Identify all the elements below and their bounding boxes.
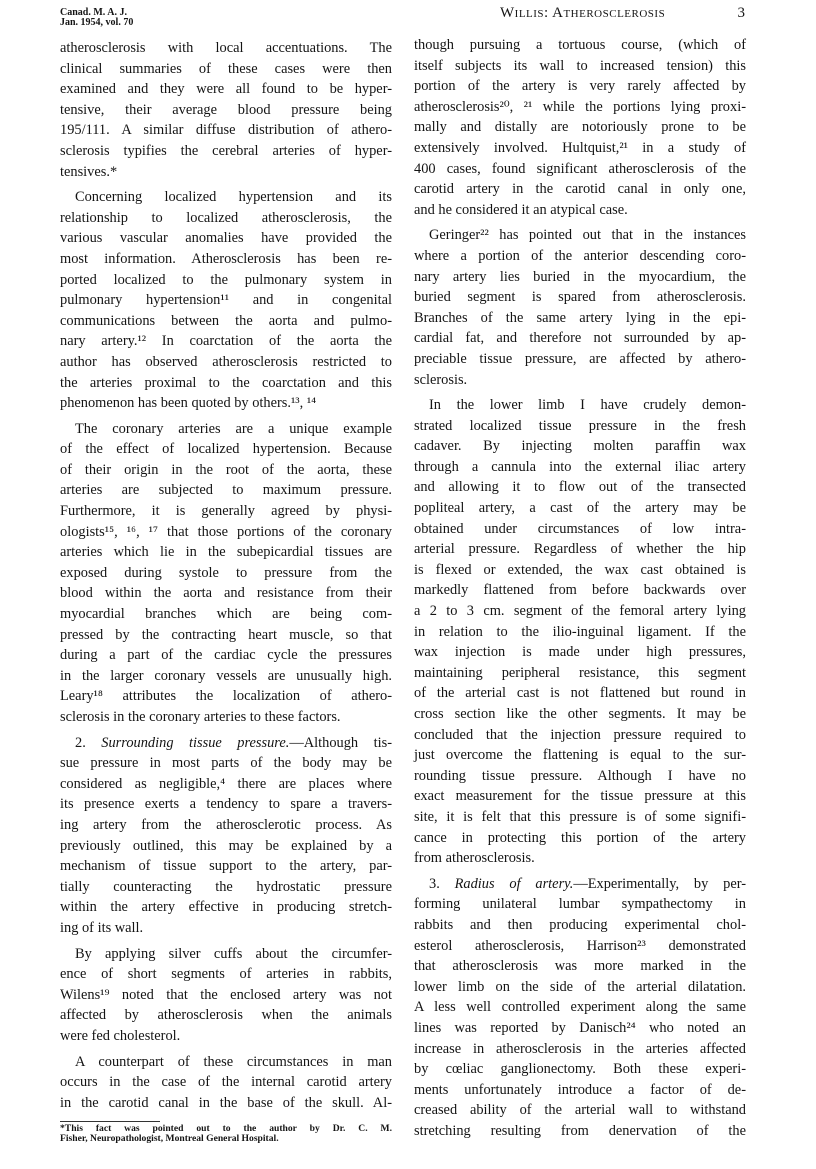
text-line: forming unilateral lumbar sympathectomy in (414, 896, 746, 913)
text-line: arteries are subjected to maximum pressure. (60, 482, 392, 499)
paragraph (60, 187, 392, 414)
text-line: previously outlined, this may be explained by a (60, 837, 392, 854)
footnote-line: Fisher, Neuropathologist, Montreal General Hospital. (60, 1133, 279, 1144)
text-line: during a part of the cardiac cycle the pressures (60, 647, 392, 664)
paragraph (60, 1052, 392, 1114)
text-line: strated localized tissue pressure in the fresh (414, 417, 746, 434)
text-line: arteries which lie in the subepicardial tissues are (60, 544, 392, 561)
text-line: occurs in the case of the internal carotid artery (60, 1074, 392, 1091)
text-line: The coronary arteries are a unique example (75, 420, 392, 437)
text-line: extensively involved. Hultquist,²¹ in a study of (414, 139, 746, 156)
text-line: ologists¹⁵, ¹⁶, ¹⁷ that those portions of the coronary (60, 523, 392, 540)
text-line: mechanism of tissue support to the artery, par- (60, 858, 392, 875)
text-line: 400 cases, found significant atherosclerosis of the (414, 160, 746, 177)
paragraph (414, 35, 746, 220)
text-line: just overcome the flattening is equal to the sur- (414, 747, 746, 764)
text-line: in relation to the ilio-inguinal ligament. If the (414, 623, 746, 640)
text-line: sclerosis. (414, 371, 468, 388)
text-line: examined and they were all found to be hyper- (60, 81, 392, 98)
text-line: that atherosclerosis was more marked in the (414, 958, 746, 975)
text-line: concluded that the injection pressure required to (414, 726, 746, 743)
text-line: atherosclerosis²⁰, ²¹ while the portions lying proxi- (414, 98, 746, 115)
text-line: of the arterial cast is not flattened but round in (414, 685, 746, 702)
text-line: cardial fat, and therefore not surrounded by ap- (414, 330, 746, 347)
text-line: A less well controlled experiment along the same (414, 999, 746, 1016)
text-line: obtained under circumstances of low intra- (414, 520, 746, 537)
text-line: ments unfortunately introduce a factor of de- (414, 1081, 746, 1098)
text-line: by cœliac ganglionectomy. Both these experi- (414, 1061, 746, 1078)
text-line: affected by atherosclerosis when the animals (60, 1007, 392, 1024)
text-line: Concerning localized hypertension and its (75, 189, 392, 206)
text-line: were fed cholesterol. (60, 1027, 181, 1044)
running-title: Willis: Atherosclerosis (500, 5, 666, 21)
paragraph (414, 225, 746, 390)
text-line: lower limb on the side of the arterial dilatation. (414, 978, 746, 995)
text-line: arterial pressure. Regardless of whether the hip (414, 541, 746, 558)
paragraph (60, 38, 392, 182)
paragraph (60, 944, 392, 1047)
text-line: considered as negligible,⁴ there are places where (60, 775, 392, 792)
text-line: from atherosclerosis. (414, 850, 535, 867)
text-line: tensives.* (60, 163, 118, 180)
text-line: myocardial branches which are being com- (60, 606, 392, 623)
text-line: nary artery.¹² In coarctation of the aorta the (60, 333, 392, 350)
text-line: exact measurement for the tissue pressure at this (414, 788, 746, 805)
footnote-line: *This fact was pointed out to the author by Dr. C. M. (60, 1123, 392, 1134)
text-line: A counterpart of these circumstances in man (75, 1053, 392, 1070)
text-line: buried segment is spared from atherosclerosis. (414, 289, 746, 306)
text-line: the arteries proximal to the coarctation and this (60, 374, 392, 391)
text-line: and he considered it an atypical case. (414, 201, 628, 218)
text-line: pulmonary hypertension¹¹ and in congenital (60, 292, 392, 309)
journal-name: Canad. M. A. J. (60, 7, 127, 18)
text-line: in the larger coronary vessels are unusually high. (60, 667, 392, 684)
section-number: 3. (429, 875, 455, 892)
text-line: lines was reported by Danisch²⁴ who noted an (414, 1019, 746, 1036)
text-line: tensive, their average blood pressure being (60, 101, 392, 118)
text-line: sclerosis typifies the cerebral arteries of hyper- (60, 142, 392, 159)
text-line: Wilens¹⁹ noted that the enclosed artery was not (60, 986, 392, 1003)
section-heading-line (60, 733, 392, 754)
text-line: Leary¹⁸ attributes the localization of athero- (60, 688, 392, 705)
heading-text: —Experimentally, by per- (573, 875, 747, 892)
text-line: exposed during systole to pressure from the (60, 564, 392, 581)
text-line: various vascular anomalies have provided the (60, 230, 392, 247)
section-number: 2. (75, 734, 102, 751)
right-column (414, 35, 746, 1146)
text-line: where a portion of the anterior descending coro- (414, 247, 746, 264)
running-header (500, 5, 745, 22)
text-line: is flexed or extended, the wax cast obtained is (414, 561, 746, 578)
text-line: ence of short segments of arteries in rabbits, (60, 966, 392, 983)
text-line: through a cannula into the external iliac artery (414, 458, 746, 475)
text-line: maintaining peripheral resistance, this segment (414, 664, 746, 681)
text-line: atherosclerosis with local accentuations. The (60, 40, 392, 56)
section-heading-line (414, 874, 746, 895)
text-line: nary artery lies buried in the myocardium, the (414, 268, 746, 285)
text-line: ing artery from the atherosclerotic process. As (60, 816, 392, 833)
text-line: of the effect of localized hypertension. Because (60, 441, 392, 458)
text-line: ported localized to the pulmonary system in (60, 271, 392, 288)
text-line: portion of the artery is very rarely affected by (414, 78, 746, 95)
text-line: esterol atherosclerosis, Harrison²³ demonstrated (414, 937, 746, 954)
text-line: tially counteracting the hydrostatic pressure (60, 878, 392, 895)
page-number: 3 (737, 5, 745, 21)
section-title: Radius of artery. (454, 875, 574, 892)
text-line: Geringer²² has pointed out that in the instances (429, 227, 746, 244)
text-line: rounding tissue pressure. Although I have no (414, 767, 746, 784)
text-line: creased ability of the arterial wall to withstand (414, 1102, 746, 1119)
text-line: popliteal artery, a cast of the artery may be (414, 500, 746, 517)
text-line: itself subjects its wall to increased tension) this (414, 57, 746, 74)
text-line: preciable tissue pressure, are affected by athero- (414, 350, 746, 367)
text-line: In the lower limb I have crudely demon- (429, 397, 746, 414)
left-column (60, 38, 392, 1118)
text-line: in the carotid canal in the base of the skull. Al- (60, 1094, 392, 1111)
text-line: phenomenon has been quoted by others.¹³, ¹⁴ (60, 395, 317, 412)
text-line: though pursuing a tortuous course, (which of (414, 37, 746, 53)
text-line: ing of its wall. (60, 919, 144, 936)
text-line: of their origin in the root of the aorta, these (60, 461, 392, 478)
text-line: stretching resulting from denervation of the (414, 1122, 746, 1139)
text-line: By applying silver cuffs about the circumfer- (75, 945, 392, 962)
text-line: cross section like the other segments. It may be (414, 706, 746, 722)
text-line: rabbits and then producing experimental chol- (414, 916, 746, 933)
text-line: author has observed atherosclerosis restricted to (60, 353, 392, 370)
text-line: pressed by the contracting heart muscle, so that (60, 626, 392, 643)
text-line: Furthermore, it is generally agreed by physi- (60, 503, 392, 520)
text-line: sclerosis in the coronary arteries to these factors. (60, 709, 341, 725)
text-line: its presence exerts a tendency to spare a travers- (60, 796, 392, 813)
journal-citation (60, 8, 133, 28)
journal-issue: Jan. 1954, vol. 70 (60, 17, 134, 28)
text-line: clinical summaries of these cases were then (60, 60, 392, 77)
heading-text: —Although tis- (289, 734, 392, 751)
text-line: carotid artery in the carotid canal in only one, (414, 181, 746, 198)
text-line: wax injection is made under high pressures, (414, 644, 746, 661)
text-line: mally and distally are notoriously prone to be (414, 119, 746, 136)
text-line: 195/111. A similar diffuse distribution of athero- (60, 122, 392, 139)
text-line: and allowing it to flow out of the transected (414, 479, 746, 496)
text-line: most information. Atherosclerosis has been re- (60, 250, 392, 267)
text-line: communications between the aorta and pulmo- (60, 312, 392, 329)
paragraph (60, 733, 392, 939)
text-line: a 2 to 3 cm. segment of the femoral artery lying (414, 603, 746, 620)
paragraph (414, 874, 746, 1142)
text-line: cance in protecting this portion of the artery (414, 829, 746, 846)
text-line: relationship to localized atherosclerosis, the (60, 209, 392, 226)
text-line: Branches of the same artery lying in the epi- (414, 309, 746, 326)
text-line: increase in atherosclerosis in the arteries affected (414, 1040, 746, 1057)
paragraph (414, 395, 746, 869)
paragraph (60, 419, 392, 728)
footnote-rule (60, 1121, 160, 1122)
footnote (60, 1124, 392, 1144)
text-line: cadaver. By injecting molten paraffin wax (414, 438, 746, 455)
text-line: within the artery effective in producing stretch- (60, 899, 392, 916)
section-title: Surrounding tissue pressure. (101, 734, 290, 751)
text-line: sue pressure in most parts of the body may be (60, 755, 392, 772)
text-line: blood within the aorta and resistance from their (60, 585, 392, 602)
text-line: markedly flattened from before backwards over (414, 582, 746, 599)
text-line: site, it is felt that this pressure is of some signifi- (414, 808, 746, 825)
